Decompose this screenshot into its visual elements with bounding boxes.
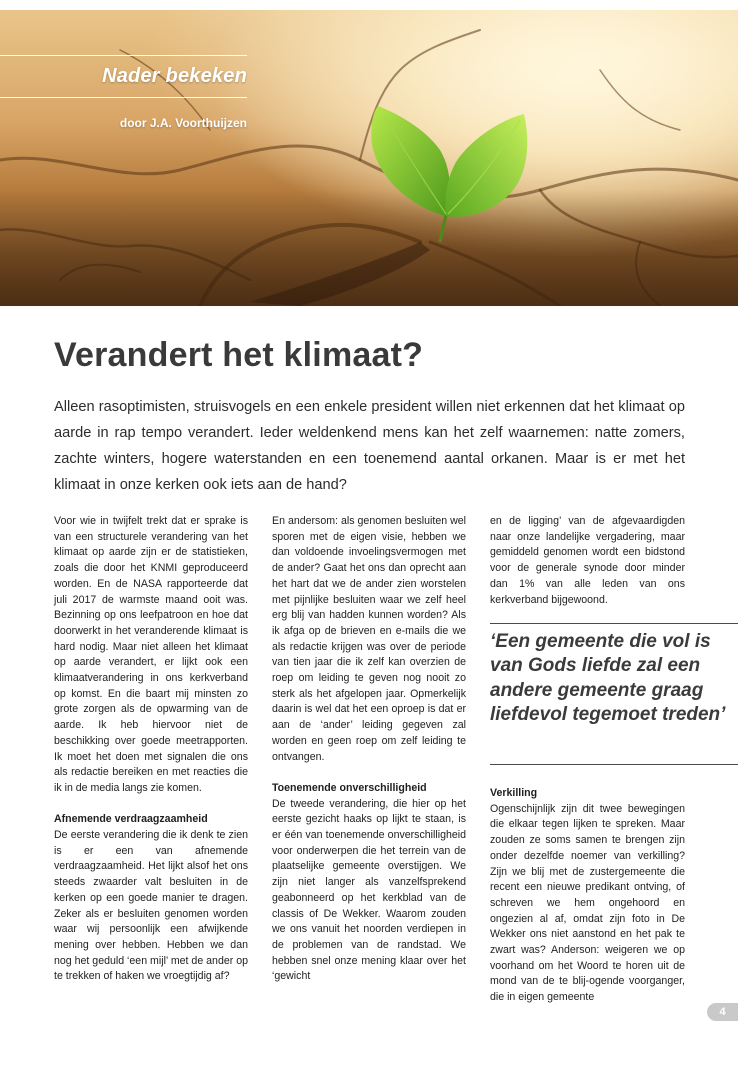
subheading-toenemende-onverschilligheid: Toenemende onverschilligheid	[272, 781, 427, 794]
pull-quote	[490, 623, 738, 765]
body-paragraph: en de ligging’ van de afgevaardigden naar onze landelijke vergadering, maar gemiddeld genomen wordt een bidstond voor de generale synode door minder dan 1% van alle leden van ons kerkverband bijgewoond.	[490, 515, 685, 606]
column-1	[54, 514, 248, 985]
section-label: Nader bekeken	[102, 65, 247, 87]
column-2	[272, 514, 466, 985]
intro-paragraph: Alleen rasoptimisten, struisvogels en een enkele president willen niet erkennen dat het klimaat op aarde in rap tempo verandert. Ieder weldenkend mens kan het zelf waarnemen: natte zomers, zachte winters, hogere waterstanden en een toenemend aantal orkanen. Maar is er met het klimaat in onze kerken ook iets aan de hand?	[54, 399, 685, 493]
header-rule-top	[0, 55, 247, 56]
subheading-afnemende-verdraagzaamheid: Afnemende verdraagzaamheid	[54, 813, 208, 826]
page-number: 4	[707, 1003, 738, 1021]
subheading-verkilling: Verkilling	[490, 787, 538, 799]
body-paragraph: En andersom: als genomen besluiten wel sporen met de eigen visie, hebben we dan voldoende invoelingsvermogen met de ander? Gaat het ons dan oprecht aan het hart dat we de ander zien worstelen met pijnlijke besluiten waar we zelf heel erg blij van hadden kunnen worden? Als ik afga op de brieven en e-mails die we als redactie krijgen was over de periode van tien jaar die ik zelf kan overzien de roep om leiding te geven nog nooit zo sterk als het afgelopen jaar. Opmerkelijk daarin is wel dat het een oproep is dat er aan de ‘ander’ leiding gegeven zal worden en geen roep om zelf leiding te ontvangen.	[272, 515, 466, 763]
page-title: Verandert het klimaat?	[54, 336, 424, 374]
hero-image	[0, 10, 738, 306]
body-paragraph: Ogenschijnlijk zijn dit twee bewegingen die elkaar tegen lijken te spreken. Maar zouden ze soms samen te brengen zijn onder dezelfde noemer van verkilling? Zijn we blij met de zustergemeente die recent een nieuwe predikant ontving, of schreven we hem ongehoord en ongezien al af, omdat zijn foto in De Wekker ons niet aanstond en het pak te zwart was? Anderson: weigeren we op voorhand om het Woord te horen uit de mond van de te blij-ogende voorganger, die in eigen gemeente	[490, 802, 685, 1004]
pull-quote-text: ‘Een gemeente die vol is van Gods liefde zal een andere gemeente graag liefdevol tegemoet treden’	[490, 631, 726, 725]
body-paragraph: Voor wie in twijfelt trekt dat er sprake is van een structurele verandering van het klimaat op aarde zijn er de statistieken, zoals die door het KNMI geproduceerd worden. En de NASA rapporteerde dat juli 2017 de warmste maand ooit was. Bezinning op ons leefpatroon en hoe dat doorwerkt in het veranderende klimaat is hard nodig. Maar niet alleen het klimaat op aarde verandert, er lijkt ook een klimaatverandering in ons kerkverband op komst. En die baart mij minsten zo grote zorgen als de opwarming van de aarde. Ik heb hiervoor niet de beschikking over goede meetrapporten. Ik moet het doen met signalen die ons als redactie bereiken en met reacties die ik in de media langs zie komen.	[54, 515, 248, 794]
column-3	[490, 514, 685, 608]
column-3-continued	[490, 786, 685, 1006]
body-paragraph: De tweede verandering, die hier op het eerste gezicht haaks op lijkt te staan, is er één van toenemende onverschilligheid voor onderwerpen die het terrein van de plaatselijke gemeente overstijgen. We zijn niet langer als vanzelfsprekend geabonneerd op het kerkblad van de classis of De Wekker. Waarom zouden we ons vanuit het noorden verdiepen in de problemen van de randstad. We hebben snel onze mening klaar over het ‘gewicht	[272, 797, 466, 983]
header-rule-bottom	[0, 97, 247, 98]
body-paragraph: De eerste verandering die ik denk te zien is er een van afnemende verdraagzaamheid. Het lijkt alsof het ons steeds zwaarder valt besluiten in de kerken op een goede manier te dragen. Zeker als er besluiten genomen worden waar wij persoonlijk een afwijkende mening over hebben. Hebben we dan nog het geduld ‘een mijl’ met de ander op te trekken of haken we vroegtijdig af?	[54, 829, 248, 983]
byline: door J.A. Voorthuijzen	[119, 116, 247, 130]
